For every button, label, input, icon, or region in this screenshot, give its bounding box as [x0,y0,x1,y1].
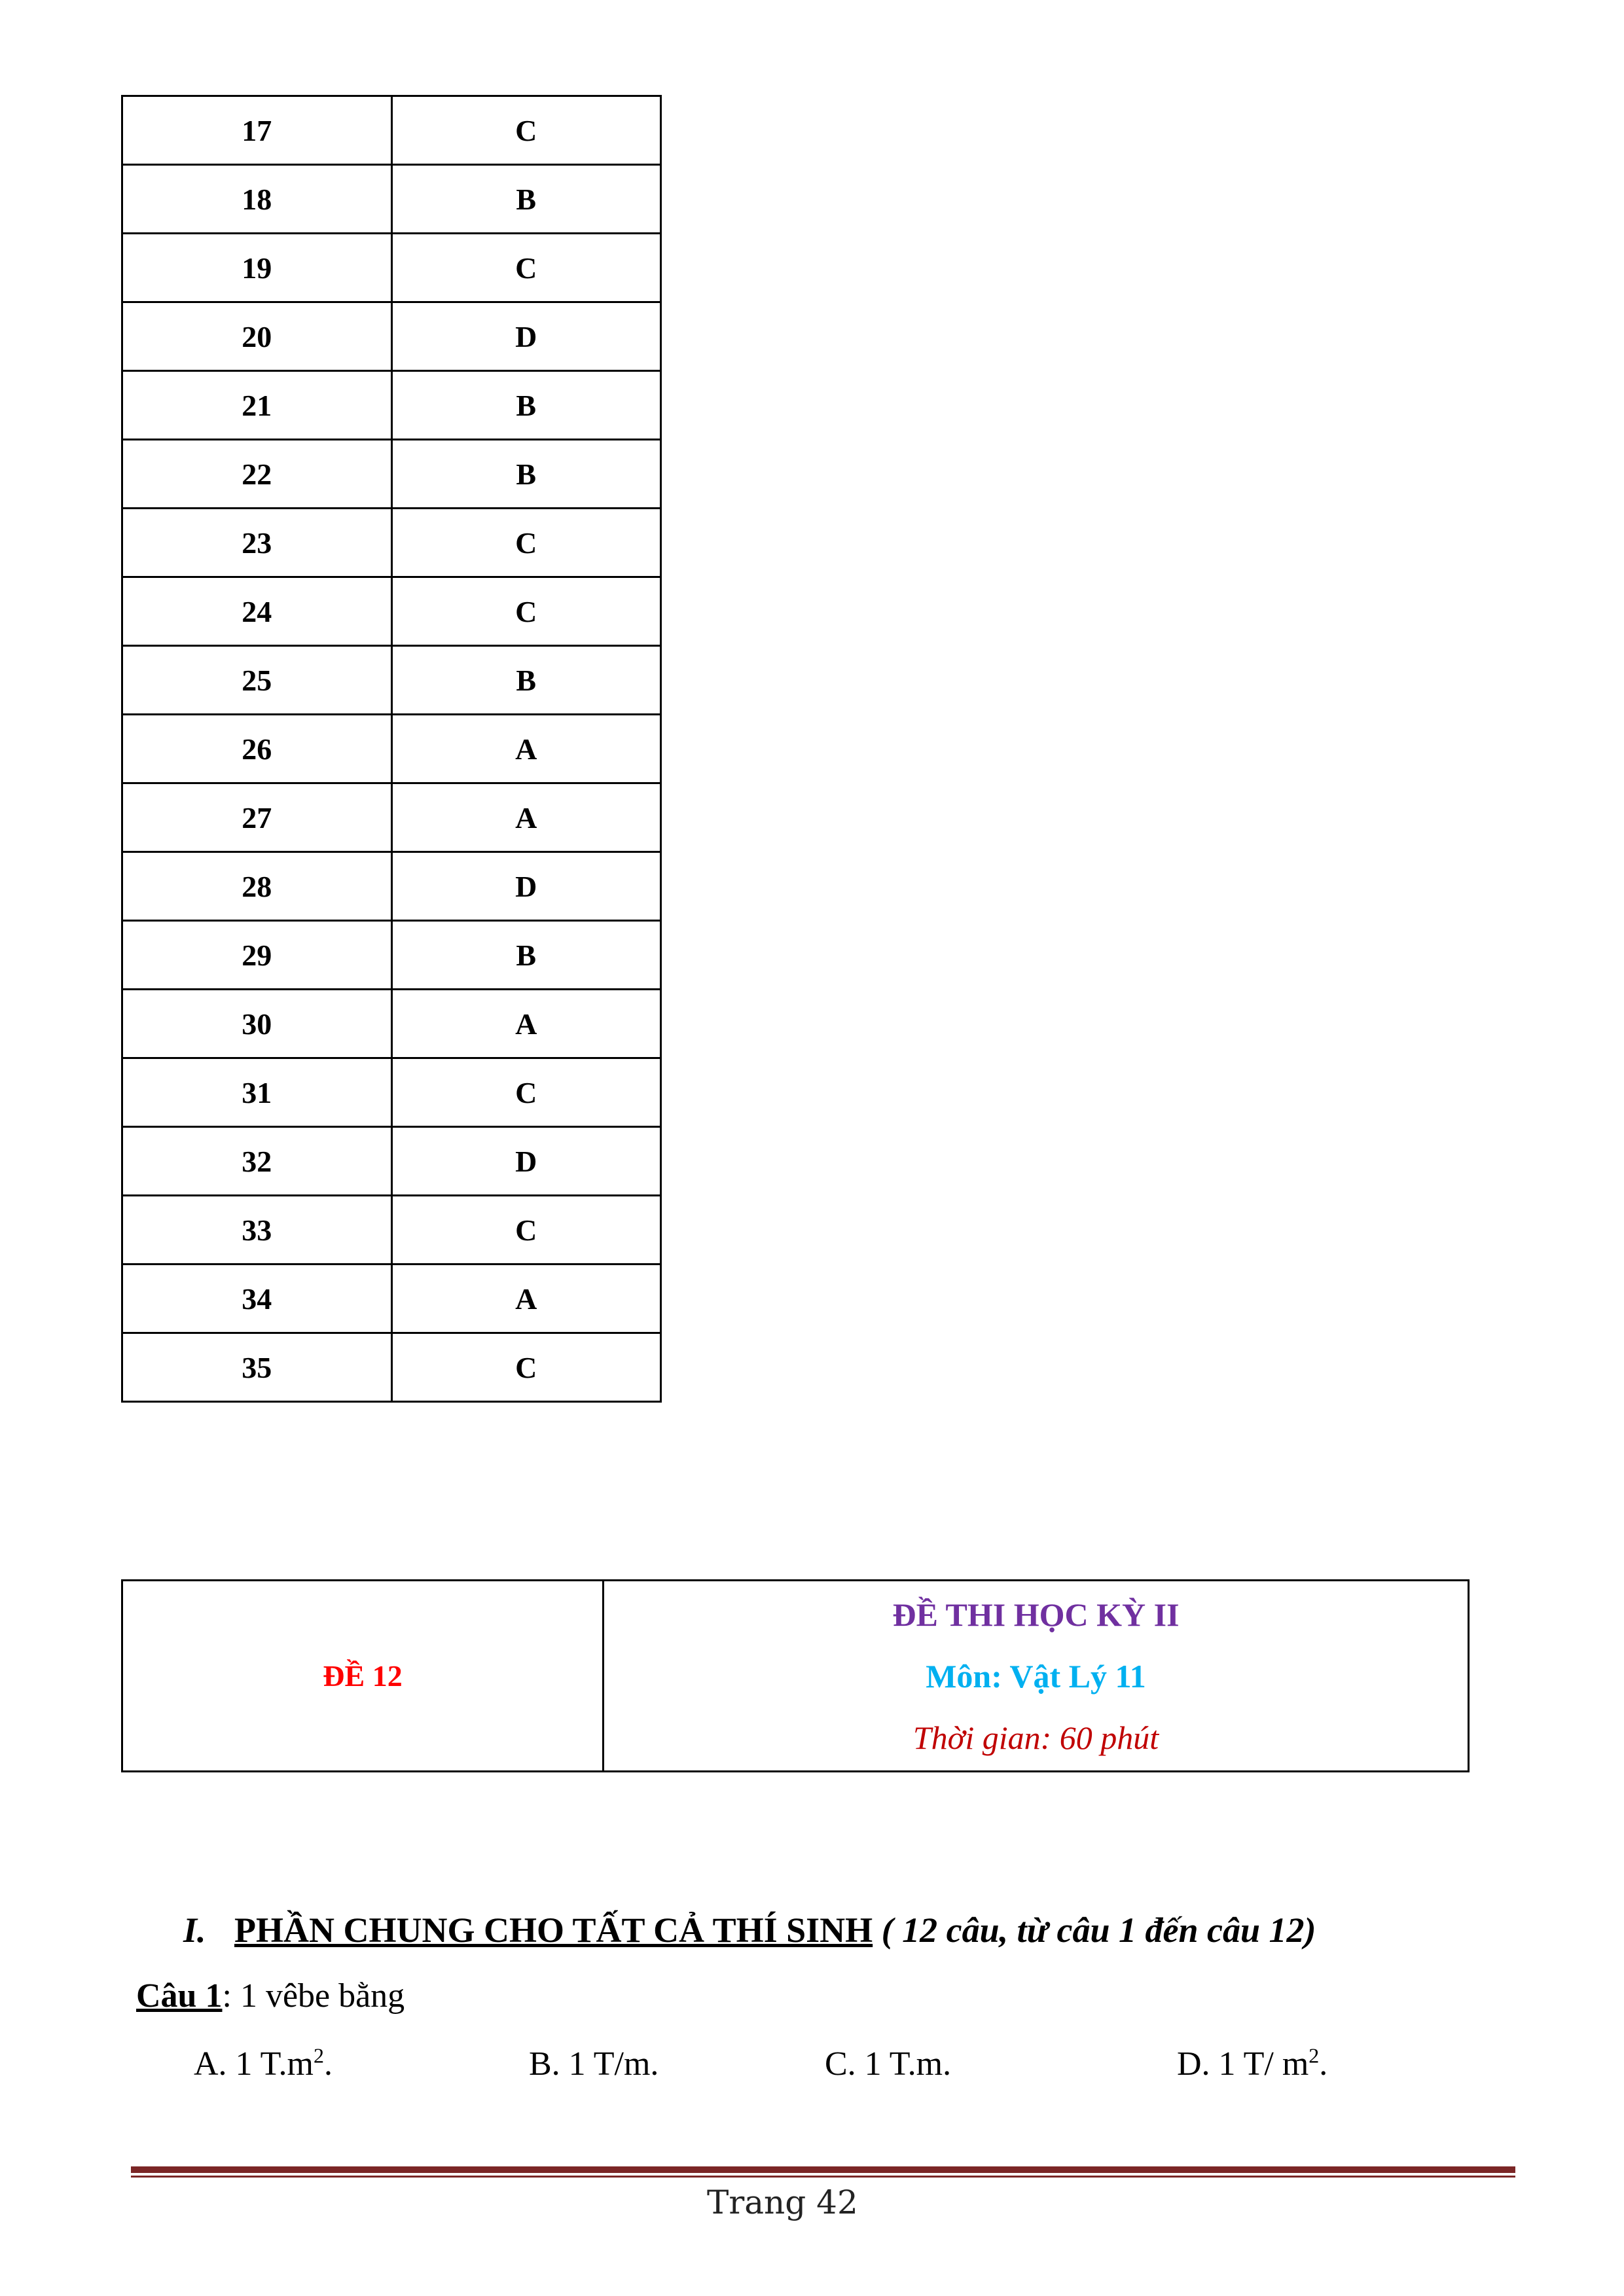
answer-cell: C [391,1333,661,1402]
exam-duration: Thời gian: 60 phút [912,1719,1159,1756]
section-number: I. [183,1910,206,1950]
question-number-cell: 17 [122,96,392,165]
answer-cell: C [391,509,661,577]
answer-cell: A [391,1265,661,1333]
table-row [122,96,661,165]
question-number-cell: 34 [122,1265,392,1333]
answer-key-table [121,95,662,1403]
option-d-text: D. 1 T/ m [1177,2045,1309,2083]
question-number-cell: 24 [122,577,392,646]
exam-header-table [121,1579,1470,1772]
question-number-cell: 28 [122,852,392,921]
exam-subject: Môn: Vật Lý 11 [926,1657,1146,1695]
question-number-cell: 35 [122,1333,392,1402]
answer-cell: C [391,96,661,165]
question-number-cell: 23 [122,509,392,577]
answer-cell: A [391,990,661,1058]
table-row [122,990,661,1058]
option-a-end: . [323,2045,333,2083]
question-number-cell: 30 [122,990,392,1058]
option-a-superscript: 2 [313,2043,324,2068]
question-number-cell: 19 [122,234,392,302]
option-d-superscript: 2 [1308,2043,1320,2068]
question-1 [136,1977,405,2015]
section-note: ( 12 câu, từ câu 1 đến câu 12) [881,1910,1316,1950]
option-a [194,2045,333,2083]
answer-cell: C [391,1058,661,1127]
table-row [122,509,661,577]
question-number-cell: 32 [122,1127,392,1196]
table-row [122,577,661,646]
table-row [122,440,661,509]
table-row [122,852,661,921]
table-row [122,1058,661,1127]
answer-cell: B [391,371,661,440]
answer-cell: A [391,783,661,852]
question-number-cell: 22 [122,440,392,509]
table-row [122,1196,661,1265]
table-row [122,1265,661,1333]
footer-rule-thick [131,2166,1515,2173]
answer-key-body [122,96,661,1402]
answer-cell: D [391,302,661,371]
table-row [122,1127,661,1196]
section-heading [183,1910,1316,1950]
table-row [122,921,661,990]
answer-cell: B [391,165,661,234]
option-b: B. 1 T/m. [529,2045,659,2083]
exam-title: ĐỀ THI HỌC KỲ II [892,1596,1180,1633]
page-number: Trang 42 [707,2183,858,2221]
question-number-cell: 26 [122,715,392,783]
question-label: Câu 1 [136,1977,223,2015]
table-row [122,646,661,715]
answer-cell: B [391,921,661,990]
option-c: C. 1 T.m. [825,2045,952,2083]
table-row [122,165,661,234]
answer-cell: D [391,852,661,921]
answer-cell: B [391,646,661,715]
footer-rule-thin [131,2176,1515,2178]
question-number-cell: 21 [122,371,392,440]
question-number-cell: 25 [122,646,392,715]
table-row [122,715,661,783]
question-number-cell: 27 [122,783,392,852]
answer-cell: B [391,440,661,509]
question-number-cell: 31 [122,1058,392,1127]
answer-cell: D [391,1127,661,1196]
question-number-cell: 33 [122,1196,392,1265]
question-number-cell: 18 [122,165,392,234]
answer-cell: C [391,577,661,646]
option-a-text: A. 1 T.m [194,2045,314,2083]
exam-code: ĐỀ 12 [122,1581,604,1772]
question-separator: : [222,1977,240,2015]
section-title: PHẦN CHUNG CHO TẤT CẢ THÍ SINH [234,1910,873,1950]
option-d-end: . [1319,2045,1328,2083]
option-d [1177,2045,1327,2083]
answer-cell: C [391,1196,661,1265]
exam-info-cell [604,1581,1469,1772]
table-row [122,302,661,371]
table-row [122,371,661,440]
table-row [122,1333,661,1402]
table-row [122,783,661,852]
answer-cell: A [391,715,661,783]
table-row [122,234,661,302]
answer-cell: C [391,234,661,302]
question-number-cell: 29 [122,921,392,990]
question-text: 1 vêbe bằng [240,1977,405,2015]
question-number-cell: 20 [122,302,392,371]
